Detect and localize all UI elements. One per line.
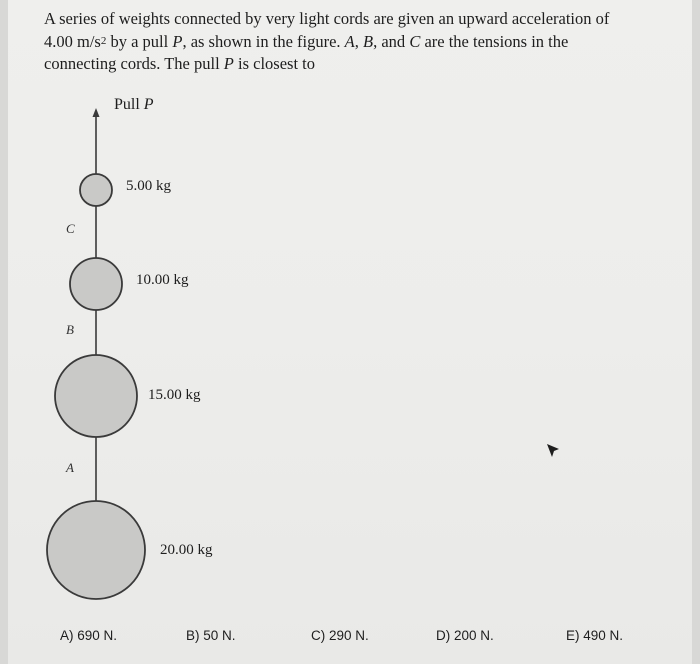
mass-label-2: 10.00 kg [136,272,189,288]
choice-d[interactable]: D) 200 N. [436,628,494,643]
question-line-2 [44,30,674,53]
question-line-3-text-b: is closest to [233,54,315,73]
mass-label-1: 5.00 kg [126,178,171,194]
weights-figure [8,0,692,664]
acceleration-value: 4.00 m/s [44,32,101,51]
var-a: A [344,32,355,51]
choice-e[interactable]: E) 490 N. [566,628,624,643]
weight-10kg [70,258,122,310]
tension-label-b: B [66,322,74,337]
mouse-cursor-icon [546,443,560,459]
pull-label [114,96,154,114]
question-page [8,0,692,664]
weight-20kg [47,501,145,599]
var-p: P [172,32,183,51]
question-line-3 [44,53,674,75]
question-line-2-sep-2: , and [373,32,410,51]
question-line-3-text-a: connecting cords. The pull [44,54,224,73]
tension-label-c: C [66,221,75,236]
choice-b[interactable]: B) 50 N. [186,628,236,643]
mass-label-4: 20.00 kg [160,542,213,558]
question-line-2-sep-1: , [354,32,364,51]
acceleration-exponent: 2 [100,35,107,47]
pull-label-text: Pull [114,96,140,113]
pull-arrow-icon [93,108,100,117]
question-line-2-text-c: are the tensions in the [420,32,569,51]
mass-label-3: 15.00 kg [148,387,201,403]
var-c: C [409,32,421,51]
question-text [44,8,674,75]
weight-5kg [80,174,112,206]
question-line-1 [44,8,674,30]
choice-c[interactable]: C) 290 N. [311,628,369,643]
weight-15kg [55,355,137,437]
tension-label-a: A [66,460,74,475]
choice-a[interactable]: A) 690 N. [60,628,118,643]
pull-label-var: P [143,96,154,113]
var-b: B [363,32,374,51]
question-line-2-text-a: by a pull [106,32,173,51]
question-line-2-text-b: , as shown in the figure. [182,32,345,51]
var-p-2: P [223,54,234,73]
question-line-1-text: A series of weights connected by very light cords are given an upward acceleration of [44,9,610,28]
